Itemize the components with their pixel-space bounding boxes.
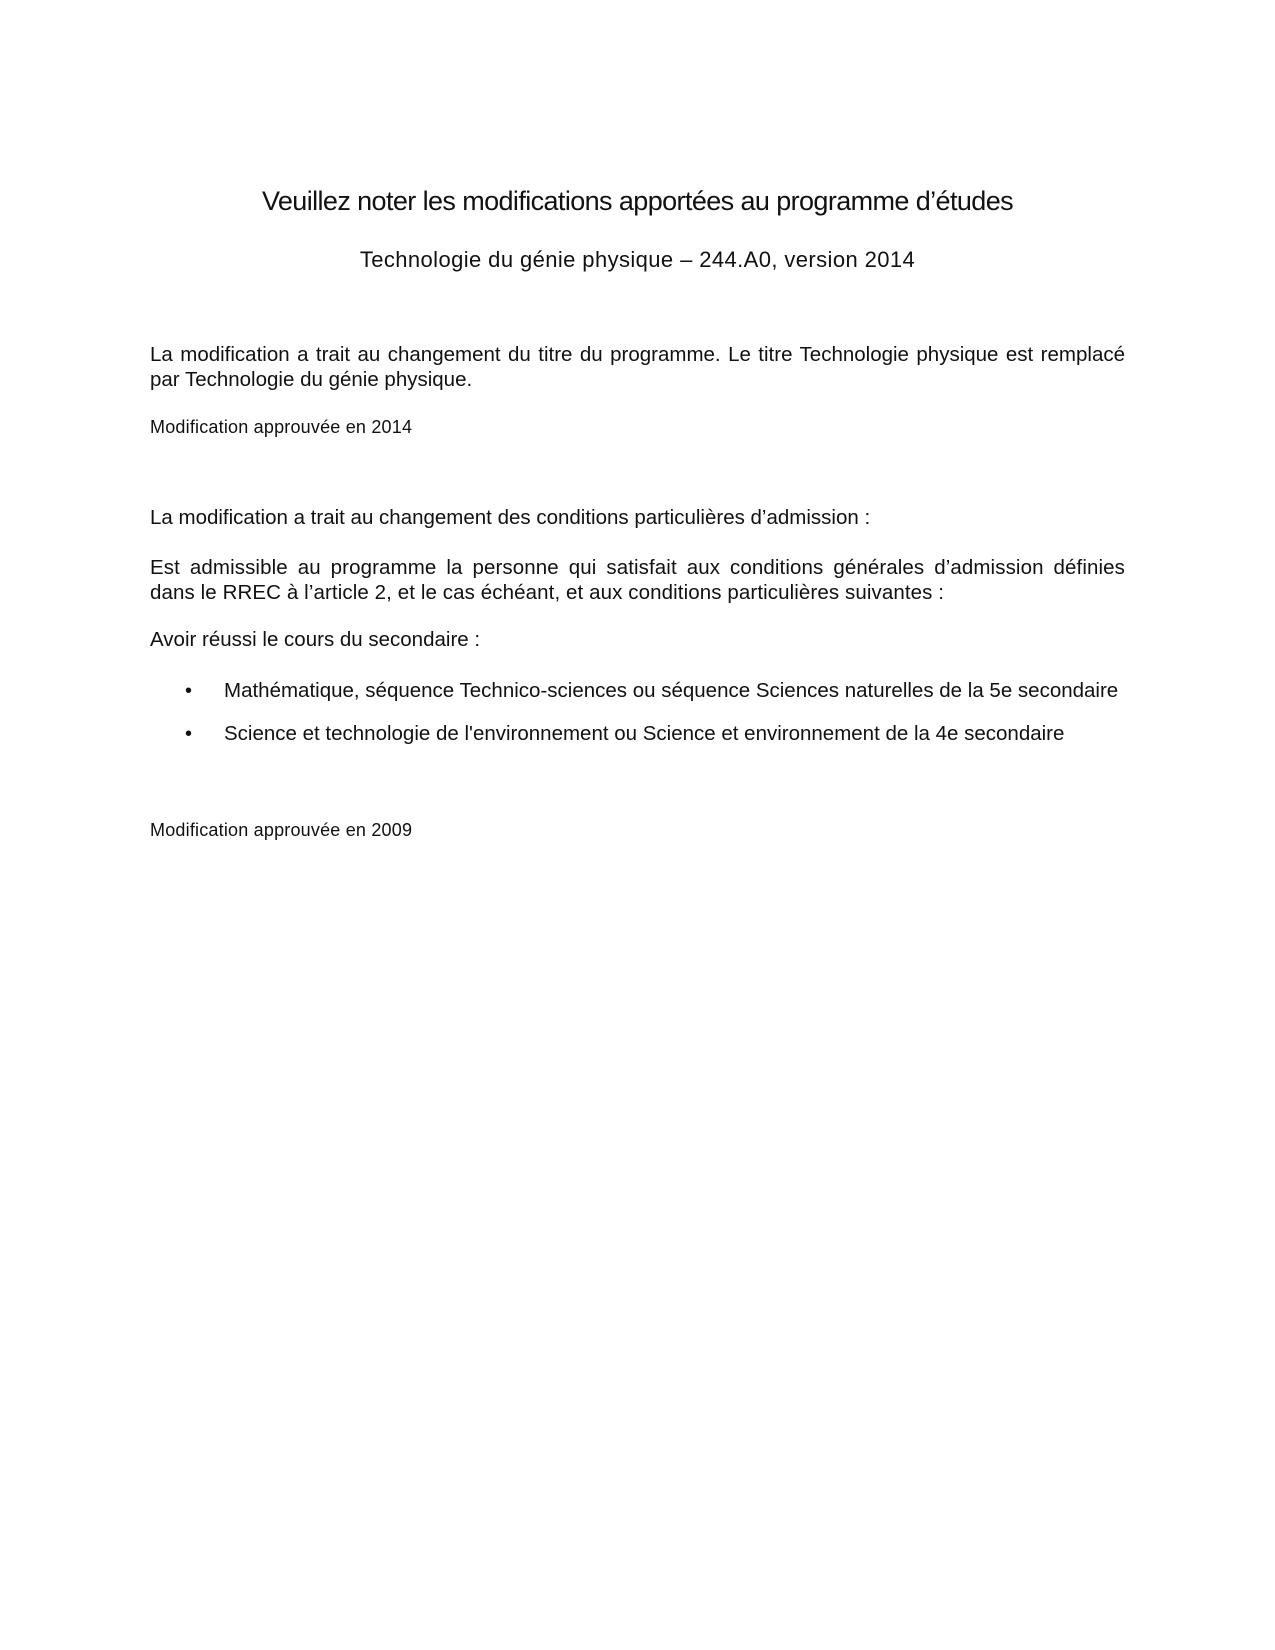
section-title-change-approval bbox=[150, 416, 1125, 438]
section-admission-conditions bbox=[150, 555, 1125, 605]
prerequisite-list bbox=[150, 677, 1125, 748]
title-change-paragraph: La modification a trait au changement du titre du programme. Le titre Technologie physique est remplacé par Technologie du génie physique. bbox=[150, 343, 1125, 391]
bullet-icon: • bbox=[185, 723, 193, 745]
list-item-text: Science et technologie de l'environnement ou Science et environnement de la 4e secondaire bbox=[224, 722, 1065, 745]
list-item-text: Mathématique, séquence Technico-sciences ou séquence Sciences naturelles de la 5e secondaire bbox=[224, 679, 1119, 702]
list-item bbox=[150, 720, 1125, 748]
section-admission-lead bbox=[150, 627, 1125, 652]
prerequisite-list-wrapper bbox=[150, 677, 1125, 748]
list-item bbox=[150, 677, 1125, 705]
bullet-icon: • bbox=[185, 680, 193, 702]
section-admission-intro bbox=[150, 505, 1125, 530]
approval-note-2009: Modification approuvée en 2009 bbox=[150, 820, 413, 840]
admission-lead-text: Avoir réussi le cours du secondaire : bbox=[150, 628, 481, 651]
section-title-change bbox=[150, 342, 1125, 392]
page-subtitle: Technologie du génie physique – 244.A0, version 2014 bbox=[359, 247, 916, 272]
admission-conditions-paragraph: Est admissible au programme la personne qui satisfait aux conditions générales d’admission définies dans le RREC à l’article 2, et le cas échéant, et aux conditions particulières suivantes : bbox=[150, 556, 1125, 604]
admission-intro-paragraph: La modification a trait au changement des conditions particulières d’admission : bbox=[150, 506, 871, 529]
page-title: Veuillez noter les modifications apportées au programme d’études bbox=[261, 186, 1014, 216]
approval-note-2014: Modification approuvée en 2014 bbox=[150, 417, 413, 437]
section-admission-approval bbox=[150, 819, 1125, 841]
